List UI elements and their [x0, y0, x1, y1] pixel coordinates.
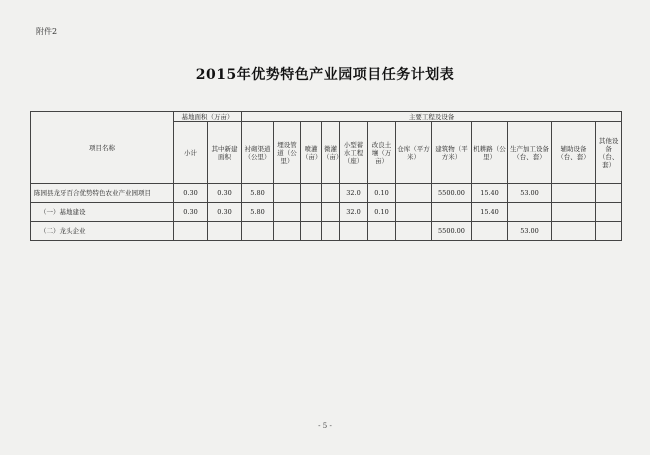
cell-road: 15.40 [472, 184, 508, 203]
processing-header: 生产加工设备（台、套） [508, 122, 552, 184]
base-area-header: 基地面积（万亩） [174, 112, 242, 122]
cell-aux [552, 222, 596, 241]
cell-soil: 0.10 [368, 203, 396, 222]
pipe-header: 埋设管道（公里） [274, 122, 301, 184]
other-header: 其他设备（台、套） [596, 122, 622, 184]
cell-aux [552, 203, 596, 222]
cell-drip [322, 184, 340, 203]
cell-new-base [208, 222, 242, 241]
table-row [31, 184, 622, 203]
cell-other [596, 203, 622, 222]
cell-tank: 32.0 [340, 203, 368, 222]
cell-subtotal [174, 222, 208, 241]
cell-drip [322, 222, 340, 241]
cell-processing: 53.00 [508, 222, 552, 241]
cell-pipe [274, 222, 301, 241]
cell-channel [242, 222, 274, 241]
cell-road: 15.40 [472, 203, 508, 222]
cell-building: 5500.00 [432, 222, 472, 241]
cell-tank [340, 222, 368, 241]
cell-spray [301, 184, 322, 203]
project-name-header: 项目名称 [31, 112, 174, 184]
cell-subtotal: 0.30 [174, 203, 208, 222]
cell-soil: 0.10 [368, 184, 396, 203]
cell-tank: 32.0 [340, 184, 368, 203]
cell-spray [301, 203, 322, 222]
cell-warehouse [396, 222, 432, 241]
attachment-label: 附件2 [36, 27, 58, 36]
cell-aux [552, 184, 596, 203]
header-row-group [31, 112, 622, 122]
cell-pipe [274, 203, 301, 222]
cell-processing: 53.00 [508, 184, 552, 203]
row-project-name: （二）龙头企业 [31, 222, 174, 241]
spray-header: 喷灌（亩） [301, 122, 322, 184]
table-row [31, 222, 622, 241]
cell-processing [508, 203, 552, 222]
new-base-header: 其中新建面积 [208, 122, 242, 184]
soil-header: 改良土壤（万亩） [368, 122, 396, 184]
cell-road [472, 222, 508, 241]
row-project-name: （一）基地建设 [31, 203, 174, 222]
row-project-name: 陈园县龙牙百合优势特色农业产业园项目 [31, 184, 174, 203]
drip-header: 微灌（亩） [322, 122, 340, 184]
warehouse-header: 仓库（平方米） [396, 122, 432, 184]
cell-other [596, 184, 622, 203]
main-works-header: 主要工程及设备 [242, 112, 622, 122]
cell-warehouse [396, 184, 432, 203]
tank-header: 小型蓄水工程（座） [340, 122, 368, 184]
cell-spray [301, 222, 322, 241]
building-header: 建筑物（平方米） [432, 122, 472, 184]
channel-header: 衬砌渠道（公里） [242, 122, 274, 184]
cell-drip [322, 203, 340, 222]
page-title: 2015年优势特色产业园项目任务计划表 [195, 67, 455, 83]
cell-channel: 5.80 [242, 184, 274, 203]
cell-channel: 5.80 [242, 203, 274, 222]
cell-new-base: 0.30 [208, 184, 242, 203]
cell-subtotal: 0.30 [174, 184, 208, 203]
cell-warehouse [396, 203, 432, 222]
road-header: 机耕路（公里） [472, 122, 508, 184]
subtotal-header: 小计 [174, 122, 208, 184]
table-row [31, 203, 622, 222]
task-plan-table [30, 111, 622, 241]
cell-building [432, 203, 472, 222]
cell-pipe [274, 184, 301, 203]
aux-header: 辅助设备（台、套） [552, 122, 596, 184]
page-number: - 5 - [318, 422, 332, 430]
cell-new-base: 0.30 [208, 203, 242, 222]
cell-other [596, 222, 622, 241]
cell-building: 5500.00 [432, 184, 472, 203]
cell-soil [368, 222, 396, 241]
